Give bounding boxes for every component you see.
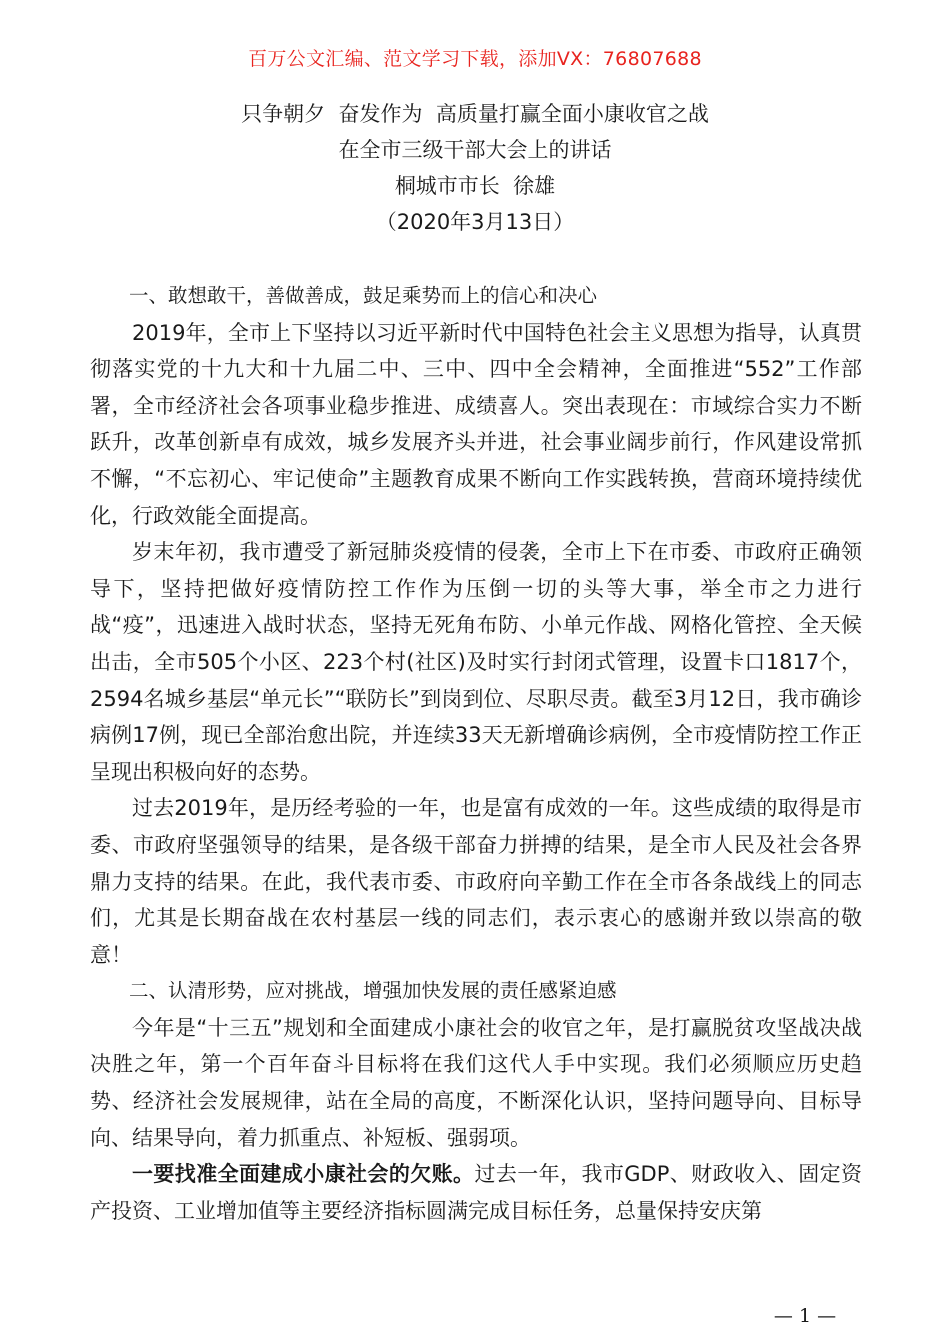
title-block — [0, 96, 950, 240]
paragraph-2: 岁末年初，我市遭受了新冠肺炎疫情的侵袭，全市上下在市委、市政府正确领导下，坚持把做好疫情防控工作作为压倒一切的头等大事，举全市之力进行战“疫”，迅速进入战时状态，坚持无死角布防、小单元作战、网格化管控、全天候出击，全市505个小区、223个村(社区)及时实行封闭式管理，设置卡口1817个，2594名城乡基层“单元长”“联防长”到岗到位、尽职尽责。截至3月12日，我市确诊病例17例，现已全部治愈出院，并连续33天无新增确诊病例，全市疫情防控工作正呈现出积极向好的态势。 — [90, 540, 862, 784]
main-title: 只争朝夕 奋发作为 高质量打赢全面小康收官之战 — [241, 102, 709, 126]
date-line: （2020年3月13日） — [375, 210, 575, 234]
paragraph-3: 过去2019年，是历经考验的一年，也是富有成效的一年。这些成绩的取得是市委、市政府坚强领导的结果，是各级干部奋力拼搏的结果，是全市人民及社会各界鼎力支持的结果。在此，我代表市委、市政府向辛勤工作在全市各条战线上的同志们，尤其是长期奋战在农村基层一线的同志们，表示衷心的感谢并致以崇高的敬意！ — [90, 796, 862, 967]
paragraph-4: 今年是“十三五”规划和全面建成小康社会的收官之年，是打赢脱贫攻坚战决战决胜之年，第一个百年奋斗目标将在我们这代人手中实现。我们必须顺应历史趋势、经济社会发展规律，站在全局的高度，不断深化认识，坚持问题导向、目标导向、结果导向，着力抓重点、补短板、强弱项。 — [90, 1015, 862, 1150]
speaker-line: 桐城市市长 徐雄 — [394, 174, 556, 198]
document-body — [90, 278, 862, 1229]
subtitle: 在全市三级干部大会上的讲话 — [338, 138, 612, 162]
section-heading-2: 二、认清形势，应对挑战，增强加快发展的责任感紧迫感 — [129, 979, 617, 1003]
paragraph-5 — [90, 1156, 862, 1229]
header-note: 百万公文汇编、范文学习下载，添加VX：76807688 — [248, 48, 702, 70]
paragraph-1: 2019年，全市上下坚持以习近平新时代中国特色社会主义思想为指导，认真贯彻落实党的十九大和十九届二中、三中、四中全会精神，全面推进“552”工作部署，全市经济社会各项事业稳步推进、成绩喜人。突出表现在：市域综合实力不断跃升，改革创新卓有成效，城乡发展齐头并进，社会事业阔步前行，作风建设常抓不懈，“不忘初心、牢记使命”主题教育成果不断向工作实践转换，营商环境持续优化，行政效能全面提高。 — [90, 320, 862, 528]
paragraph-5-lead: 一要找准全面建成小康社会的欠账。 — [132, 1162, 475, 1187]
page-number: — 1 — — [773, 1305, 837, 1327]
paragraph-5-text: 过去一年，我市GDP、财政收入、固定资产投资、工业增加值等主要经济指标圆满完成目标任务，总量保持安庆第 — [90, 1162, 863, 1223]
section-heading-1: 一、敢想敢干，善做善成，鼓足乘势而上的信心和决心 — [129, 284, 598, 307]
